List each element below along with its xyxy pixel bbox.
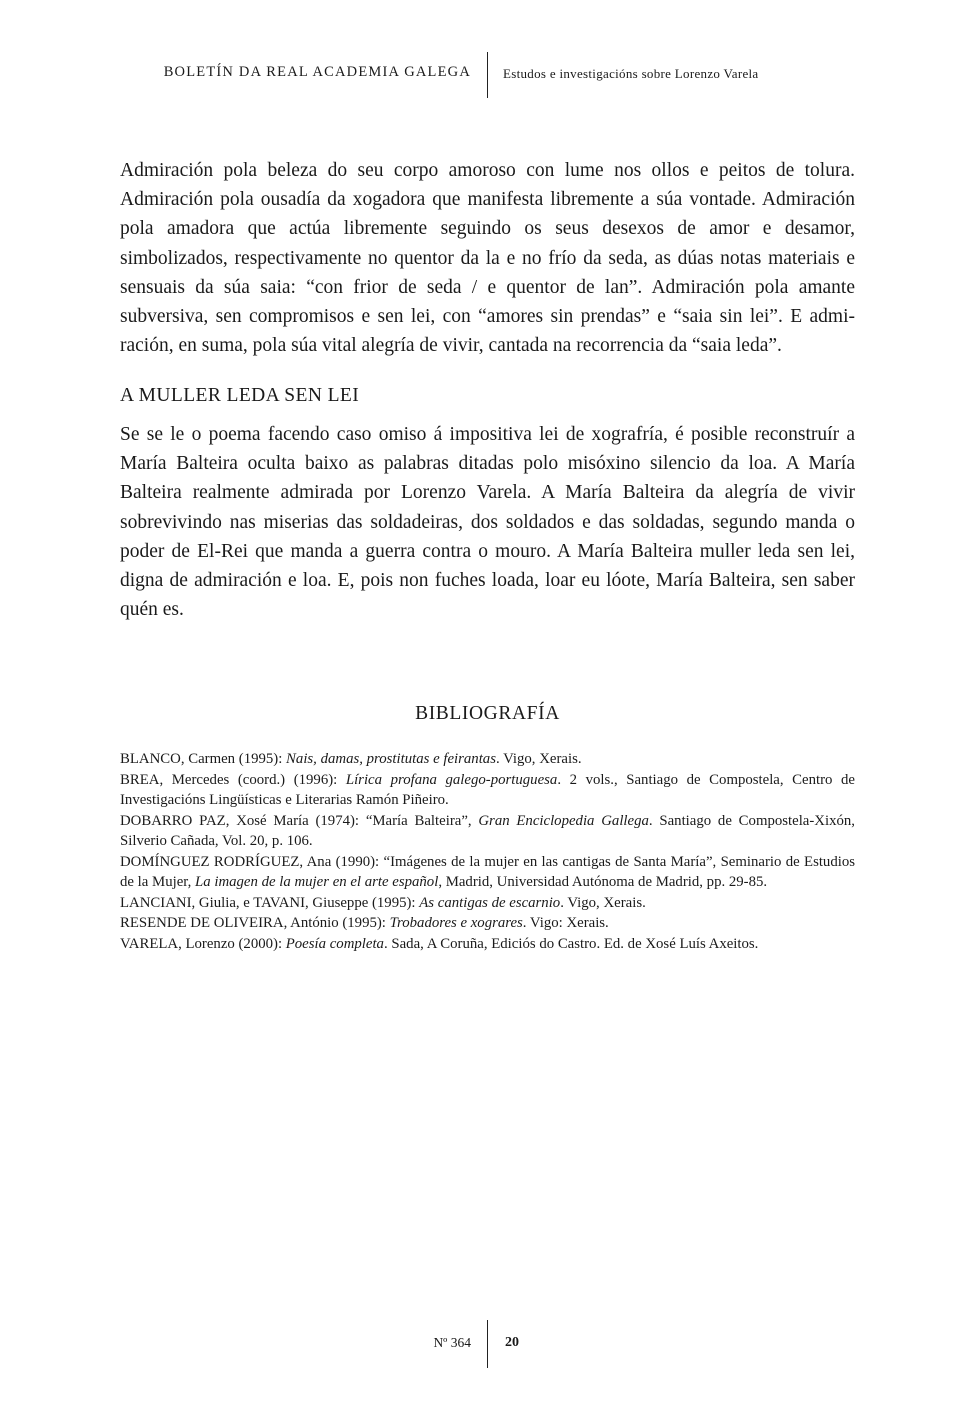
bibliography-entry [120,811,855,852]
entry-text: . 2 vols., Santiago de Compostela, Centro de Investigacións Lingüísticas e Literarias Ramón Piñeiro. [120,771,855,808]
running-header [0,52,975,100]
page-number: 20 [505,1335,519,1350]
bibliography-list [120,749,855,954]
bibliography-entry [120,913,855,934]
bibliography-entry [120,934,855,955]
body-paragraph-2: Se se le o poema facendo caso omiso á impositiva lei de xografría, é posible reconstruír a María Balteira oculta baixo as palabras ditadas polo misóxino silencio da loa. A María Balteira realmente admirada por Lorenzo Varela. A María Balteira da alegría de vivir sobrevivindo nas miserias das soldadeiras, dos soldados e das soldadas, segundo manda o poder de El-Rei que manda a guerra contra o mouro. A María Balteira muller leda sen lei, digna de admiración e loa. E, pois non fuches loada, loar eu lóote, María Balteira, sen saber quén es. [120,424,855,621]
entry-text: . Vigo, Xerais. [495,751,582,767]
entry-title: La imagen de la mujer en el arte español [195,874,439,890]
bibliography-entry [120,852,855,893]
header-divider [487,52,488,98]
journal-title: BOLETÍN DA REAL ACADEMIA GALEGA [163,64,471,80]
entry-title: Poesía completa [285,935,384,952]
entry-text: DOMÍNGUEZ RODRÍGUEZ, Ana (1990): “Imágenes de la mujer en las cantigas de Santa María”, Seminario de Estudios de la Mujer, [120,853,855,890]
entry-title: Trobadores e xograres [389,915,523,931]
entry-title: Lírica profana galego-portuguesa [345,771,558,788]
entry-title: Nais, damas, prostitutas e feirantas [286,751,496,767]
footer-divider [487,1320,488,1368]
bibliography-entry [120,770,855,811]
entry-text: RESENDE DE OLIVEIRA, António (1995): [120,915,390,931]
entry-text: , Madrid, Universidad Autónoma de Madrid, pp. 29-85. [438,874,768,890]
entry-text: . Vigo, Xerais. [560,894,646,911]
bibliography-entry [120,893,855,914]
entry-text: DOBARRO PAZ, Xosé María (1974): “María Balteira”, [120,812,479,829]
entry-text: BLANCO, Carmen (1995): [120,751,287,767]
body-paragraph-1: Admiración pola beleza do seu corpo amoroso con lume nos ollos e peitos de tolura. Admiración pola ousadía da xogadora que manifesta libremente a súa vontade. Admiración pola amadora que actúa libremente seguindo os seus desexos de amor e desamor, simbolizados, respectivamente no quentor da la e no frío da seda, as dúas notas materiais e sensuais da súa saia: “con frior de seda / e quentor de lan”. Admiración pola amante subversiva, sen compromisos e sen lei, con “amores sin prendas” e “saia sin lei”. E admiración, en suma, pola súa vital alegría de vivir, cantada na recorrencia da “saia leda”. [120,160,855,357]
entry-text: BREA, Mercedes (coord.) (1996): [120,771,346,788]
entry-text: LANCIANI, Giulia, e TAVANI, Giuseppe (1995): [120,894,420,911]
entry-text: . Vigo: Xerais. [522,915,609,931]
section-title: Estudos e investigacións sobre Lorenzo Varela [503,66,759,81]
page-footer [0,1320,975,1368]
entry-title: Gran Enciclopedia Gallega [478,812,649,829]
section-heading: A MULLER LEDA SEN LEI [120,385,360,406]
entry-title: As cantigas de escarnio [419,894,561,911]
bibliography-title: BIBLIOGRAFÍA [415,703,560,724]
entry-text: . Santiago de Compostela-Xixón, Silverio Cañada, Vol. 20, p. 106. [120,812,855,849]
entry-text: VARELA, Lorenzo (2000): [120,935,286,952]
entry-text: . Sada, A Coruña, Ediciós do Castro. Ed. de Xosé Luís Axeitos. [383,935,759,952]
issue-number: Nº 364 [433,1335,471,1350]
bibliography-entry [120,749,855,770]
